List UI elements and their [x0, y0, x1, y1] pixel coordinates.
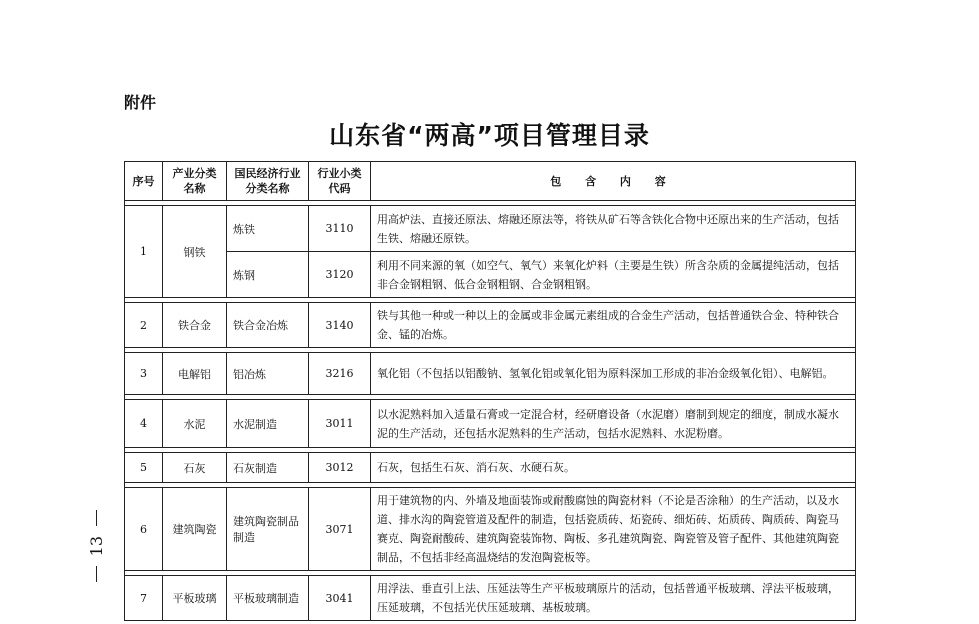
page-dash-top — [96, 510, 97, 526]
table-row — [125, 303, 856, 348]
row-number: 4 — [125, 400, 163, 448]
row-industry: 石灰 — [163, 453, 227, 483]
col-header-code — [309, 162, 371, 201]
document-title: 山东省“两高”项目管理目录 — [329, 121, 650, 150]
row-number: 1 — [125, 206, 163, 298]
row-number: 6 — [125, 488, 163, 571]
row-code: 3110 — [309, 206, 371, 252]
row-sub-industry: 水泥制造 — [227, 400, 309, 448]
row-code: 3012 — [309, 453, 371, 483]
col-header-industry — [163, 162, 227, 201]
col-header-industry-text: 产业分类 名称 — [172, 167, 217, 195]
row-code: 3011 — [309, 400, 371, 448]
col-header-number: 序号 — [125, 162, 163, 201]
row-description: 铁与其他一种或一种以上的金属或非金属元素组成的合金生产活动，包括普通铁合金、特种铁合金、锰的冶炼。 — [371, 303, 856, 348]
row-description: 利用不同来源的氧（如空气、氧气）来氧化炉料（主要是生铁）所含杂质的金属提纯活动，包括非合金钢粗钢、低合金钢粗钢、合金钢粗钢。 — [371, 252, 856, 298]
row-code: 3120 — [309, 252, 371, 298]
row-description: 石灰，包括生石灰、消石灰、水硬石灰。 — [371, 453, 856, 483]
row-industry: 平板玻璃 — [163, 576, 227, 621]
col-header-code-text: 行业小类 代码 — [317, 167, 362, 195]
row-industry: 电解铝 — [163, 353, 227, 395]
row-industry: 铁合金 — [163, 303, 227, 348]
row-sub-industry: 石灰制造 — [227, 453, 309, 483]
row-sub-industry: 铁合金冶炼 — [227, 303, 309, 348]
page-dash-bottom — [96, 566, 97, 582]
row-industry: 钢铁 — [163, 206, 227, 298]
row-number: 5 — [125, 453, 163, 483]
row-sub-industry: 平板玻璃制造 — [227, 576, 309, 621]
table-row — [125, 576, 856, 621]
table-row — [125, 252, 856, 298]
table-row — [125, 488, 856, 571]
row-description: 用于建筑物的内、外墙及地面装饰或耐酸腐蚀的陶瓷材料（不论是否涂釉）的生产活动，以及水道、排水沟的陶瓷管道及配件的制造，包括瓷质砖、炻瓷砖、细炻砖、炻质砖、陶质砖、陶瓷马赛克、陶瓷耐酸砖、建筑陶瓷装饰物、陶板、多孔建筑陶瓷、陶瓷管及管子配件、其他建筑陶瓷制品，不包括非经高温烧结的发泡陶瓷板等。 — [371, 488, 856, 571]
row-code: 3041 — [309, 576, 371, 621]
row-sub-industry: 炼铁 — [227, 206, 309, 252]
row-code: 3216 — [309, 353, 371, 395]
row-sub-industry: 铝冶炼 — [227, 353, 309, 395]
row-description: 以水泥熟料加入适量石膏或一定混合材，经研磨设备（水泥磨）磨制到规定的细度，制成水凝水泥的生产活动，还包括水泥熟料的生产活动，包括水泥熟料、水泥粉磨。 — [371, 400, 856, 448]
row-sub-industry: 建筑陶瓷制品制造 — [227, 488, 309, 571]
table-row — [125, 453, 856, 483]
page-number-text: 13 — [86, 535, 106, 557]
row-industry: 建筑陶瓷 — [163, 488, 227, 571]
row-sub-industry: 炼钢 — [227, 252, 309, 298]
row-code: 3071 — [309, 488, 371, 571]
table-row — [125, 353, 856, 395]
table-header-row — [125, 162, 856, 201]
table-row — [125, 400, 856, 448]
row-description: 氧化铝（不包括以铝酸钠、氢氧化铝或氧化铝为原料深加工形成的非冶金级氧化铝）、电解铝。 — [371, 353, 856, 395]
col-header-sub-text: 国民经济行业 分类名称 — [234, 167, 301, 195]
row-number: 7 — [125, 576, 163, 621]
page-number — [88, 510, 104, 582]
col-header-sub-industry — [227, 162, 309, 201]
row-number: 3 — [125, 353, 163, 395]
project-catalog-table — [124, 161, 856, 621]
row-description: 用浮法、垂直引上法、压延法等生产平板玻璃原片的活动，包括普通平板玻璃、浮法平板玻璃，压延玻璃，不包括光伏压延玻璃、基板玻璃。 — [371, 576, 856, 621]
row-industry: 水泥 — [163, 400, 227, 448]
attachment-label: 附件 — [124, 93, 157, 112]
table-row — [125, 206, 856, 252]
col-header-content: 包 含 内 容 — [371, 162, 856, 201]
row-description: 用高炉法、直接还原法、熔融还原法等，将铁从矿石等含铁化合物中还原出来的生产活动，包括生铁、熔融还原铁。 — [371, 206, 856, 252]
row-number: 2 — [125, 303, 163, 348]
row-code: 3140 — [309, 303, 371, 348]
